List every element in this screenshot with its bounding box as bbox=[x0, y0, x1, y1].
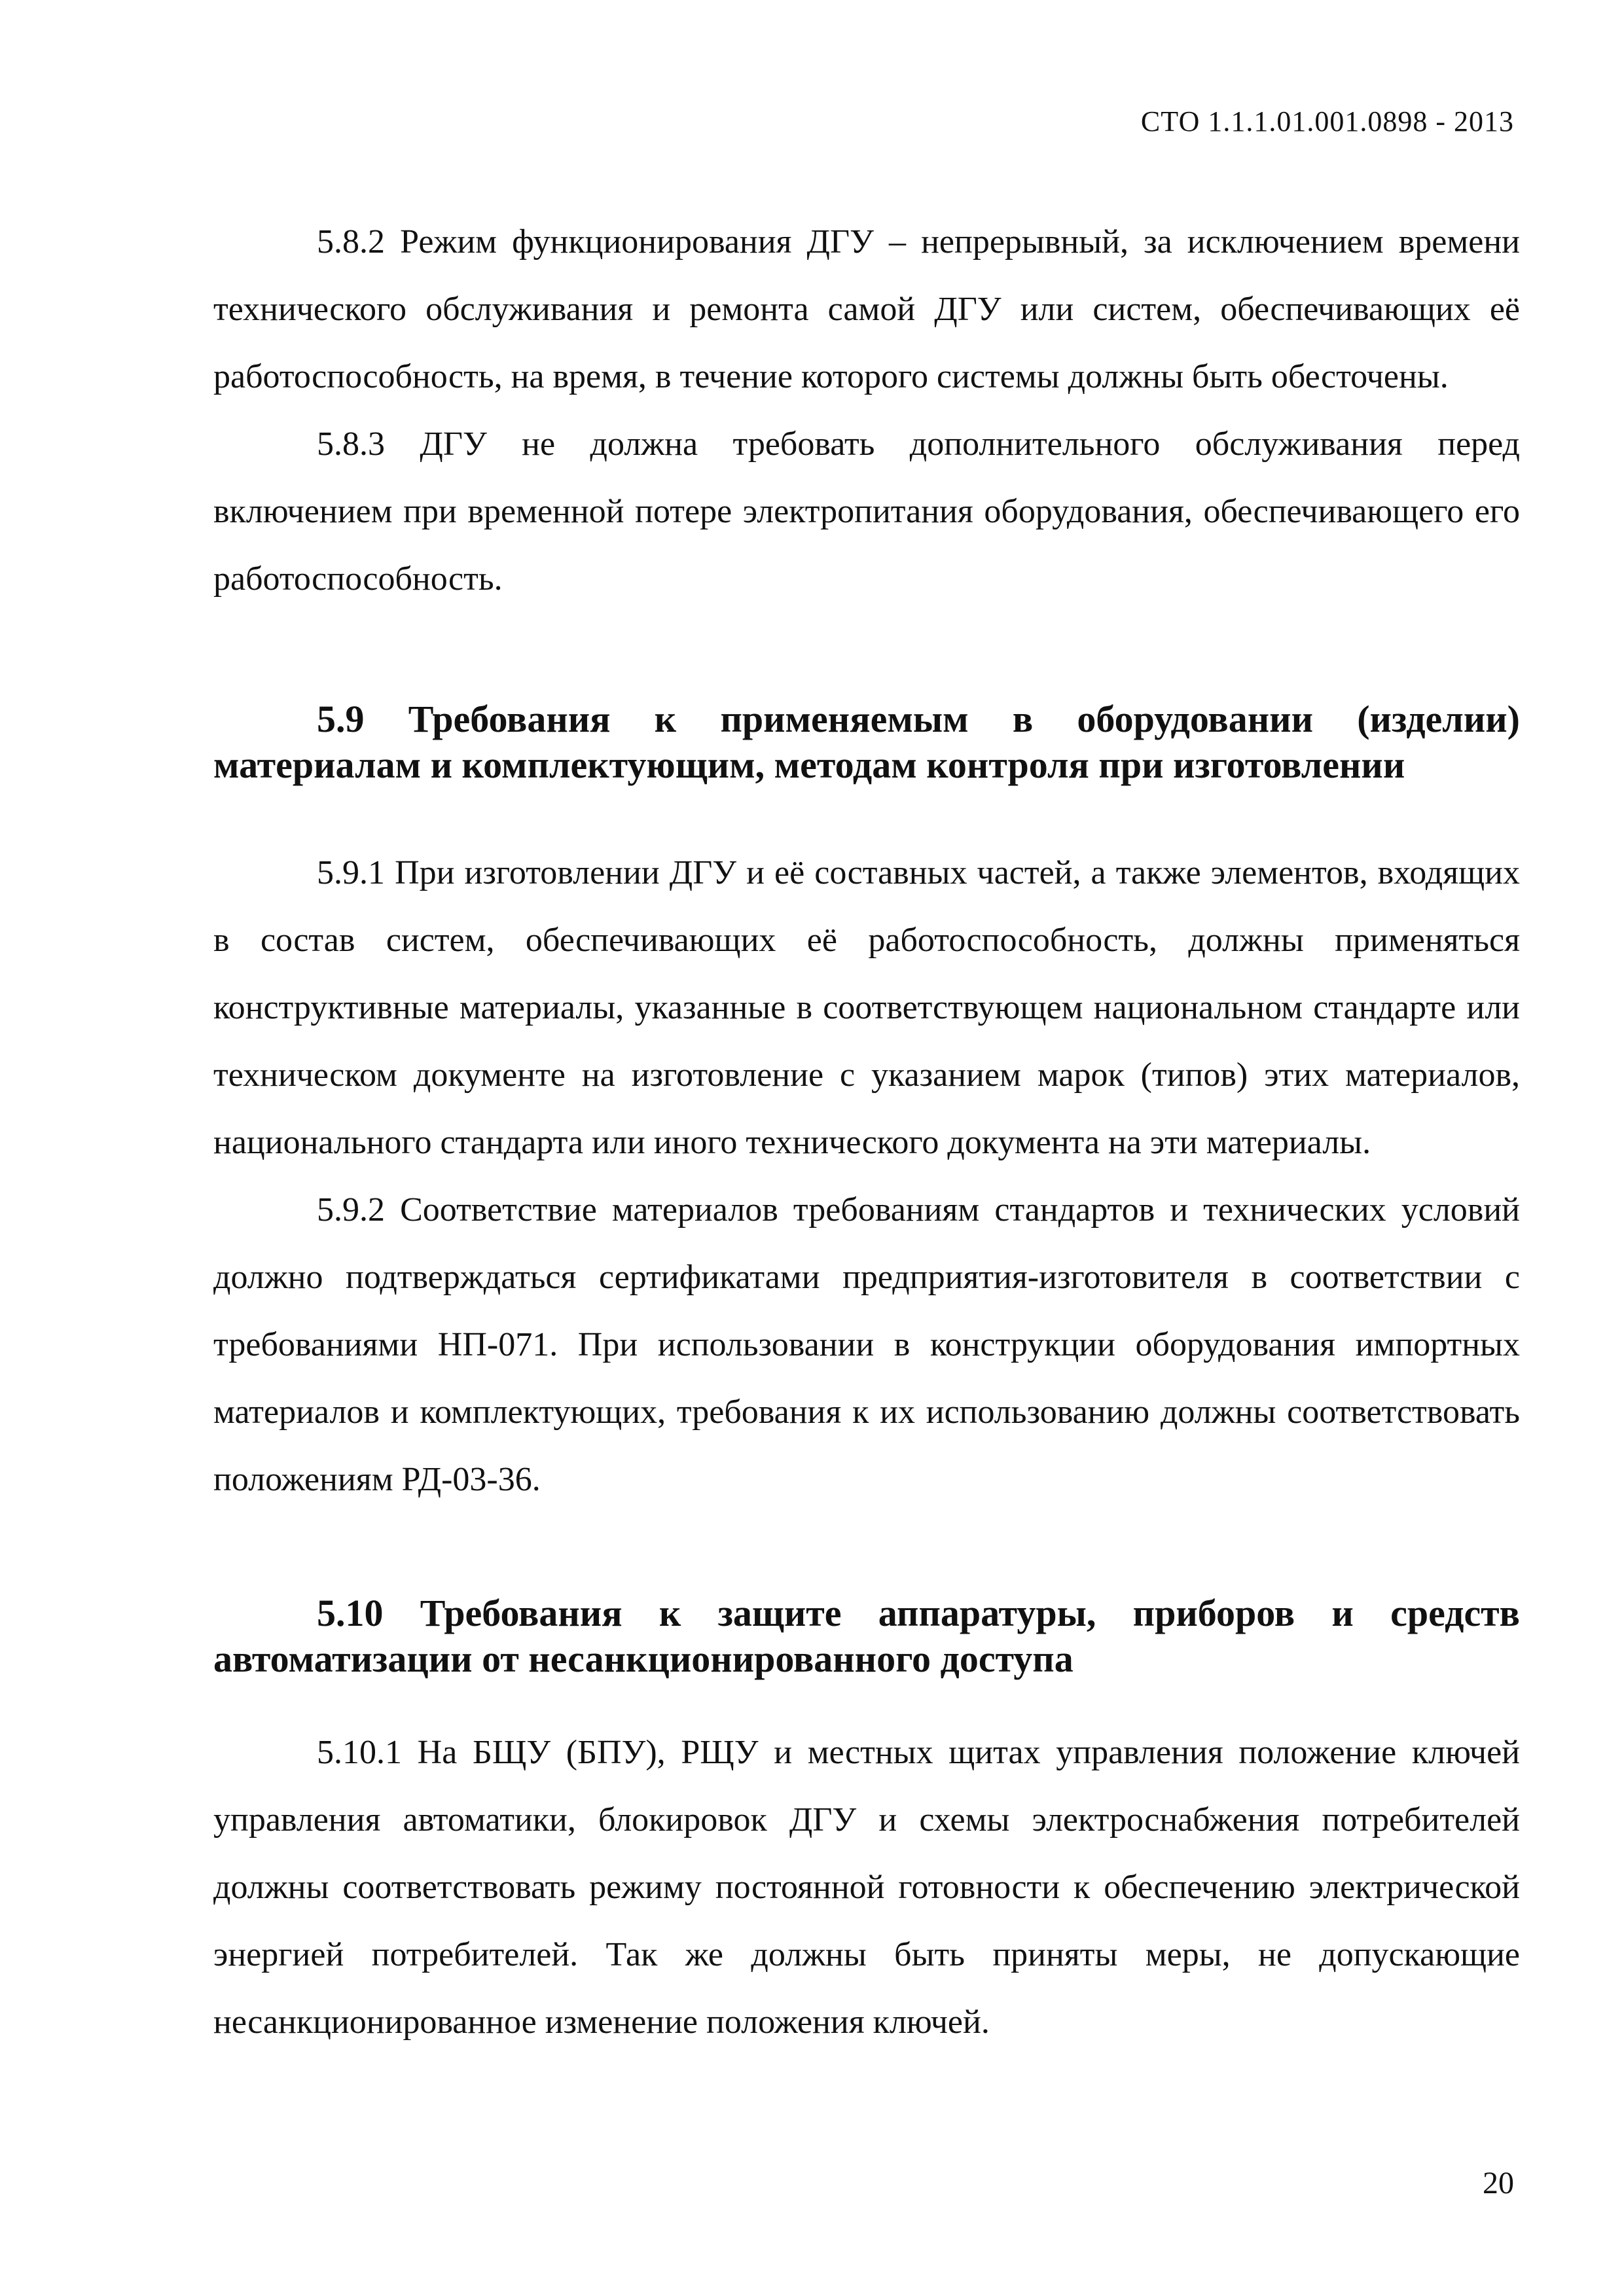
paragraph-5-8-2: 5.8.2 Режим функционирования ДГУ – непрерывный, за исключением времени технического обслуживания и ремонта самой ДГУ или систем, обеспечивающих её работоспособность, на время, в течение которого системы должны быть обесточены. bbox=[213, 223, 1520, 395]
page-number: 20 bbox=[1483, 2166, 1514, 2200]
paragraph-5-9-1: 5.9.1 При изготовлении ДГУ и её составных частей, а также элементов, входящих в состав систем, обеспечивающих её работоспособность, должны применяться конструктивные материалы, указанные в соответствующем национальном стандарте или техническом документе на изготовление с указанием марок (типов) этих материалов, национального стандарта или иного технического документа на эти материалы. bbox=[213, 854, 1520, 1161]
paragraph-5-8-3: 5.8.3 ДГУ не должна требовать дополнительного обслуживания перед включением при временной потере электропитания оборудования, обеспечивающего его работоспособность. bbox=[213, 425, 1520, 598]
paragraph-5-10-1: 5.10.1 На БЩУ (БПУ), РЩУ и местных щитах управления положение ключей управления автоматики, блокировок ДГУ и схемы электроснабжения потребителей должны соответствовать режиму постоянной готовности к обеспечению электрической энергией потребителей. Так же должны быть приняты меры, не допускающие несанкционированное изменение положения ключей. bbox=[213, 1734, 1520, 2041]
section-heading-5-9: 5.9 Требования к применяемым в оборудовании (изделии) материалам и комплектующим, методам контроля при изготовлении bbox=[213, 698, 1520, 786]
document-code-header: СТО 1.1.1.01.001.0898 - 2013 bbox=[1140, 105, 1514, 137]
page-body bbox=[213, 208, 1520, 2056]
section-heading-5-10: 5.10 Требования к защите аппаратуры, приборов и средств автоматизации от несанкционированного доступа bbox=[213, 1592, 1520, 1680]
paragraph-5-9-2: 5.9.2 Соответствие материалов требованиям стандартов и технических условий должно подтверждаться сертификатами предприятия-изготовителя в соответствии с требованиями НП-071. При использовании в конструкции оборудования импортных материалов и комплектующих, требования к их использованию должны соответствовать положениям РД-03-36. bbox=[213, 1191, 1520, 1498]
